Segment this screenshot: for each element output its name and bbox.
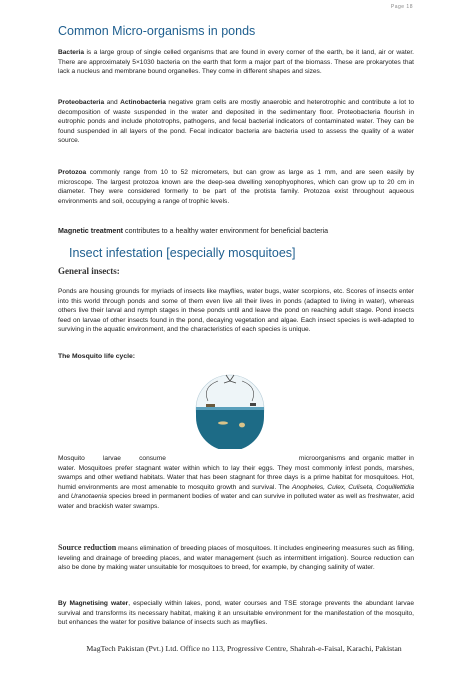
general-insects-heading: General insects: <box>58 266 120 276</box>
magnetising-text: , especially within lakes, pond, water courses and TSE storage prevents the abundant larvae survival and transforms its necessary habitat, making it an unsuitable environment for the manifestation of the mosquito, but enhances the water for positive balance of insects such as mayflies. <box>58 600 414 627</box>
proteobacteria-text: negative gram cells are mostly anaerobic and heterotrophic and contribute a lot to decomposition of waste suspended in the water and deposited in the sedimentary floor. Proteobacteria flourish in eutrophic ponds and include phototrophs, pathogens, and fecal bacterial indicators of contaminated water. They can be found suspended in all layers of the pond. Fecal indicator bacteria are bacteria used to assess the quality of a water source. <box>58 99 414 145</box>
water-surface <box>196 407 264 410</box>
mosquito-text-2: species breed in permanent bodies of water and can survive in polluted water as well as freshwater, acid water and brackish water swamps. <box>58 493 414 510</box>
source-reduction-paragraph <box>58 543 414 573</box>
mosquito-paragraph <box>58 454 414 512</box>
actinobacteria-term: Actinobacteria <box>120 99 166 106</box>
bacteria-text: is a large group of single celled organisms that are found in every corner of the earth, be it land, air or water. There are approximately 5×1030 bacteria on the earth that form a major part of the biomass. These are prokaryotes that lack a nucleus and membrane bound organelles. They come in different shapes and sizes. <box>58 49 414 76</box>
page-number: Page 18 <box>390 4 413 10</box>
conjunction: and <box>58 493 71 501</box>
water-area <box>196 409 264 449</box>
protozoa-paragraph <box>58 168 414 206</box>
source-reduction-text: means elimination of breeding places of mosquitoes. It includes engineering measures such as filling, leveling and drainage of breeding places, and water management (such as intermittent irrigation). Source reduction can also be done by making water unsuitable for mosquitoes to breed, for example, by changing salinity of water. <box>58 545 415 572</box>
protozoa-text: commonly range from 10 to 52 micrometers, but can grow as large as 1 mm, and are seen easily by microscope. The largest protozoa known are the deep-sea dwelling xenophyophores, which can grow up to 20 cm in diameter. They were considered formerly to be part of the protista family. Protozoa exist throughout aqueous environments and soil, occupying a range of trophic levels. <box>58 169 414 205</box>
magnetising-term: Magnetising water <box>69 600 129 607</box>
conjunction: and <box>104 99 121 106</box>
adult-icon <box>250 403 256 406</box>
magnetic-treatment-line <box>58 227 328 237</box>
magnetic-treatment-term: Magnetic treatment <box>58 227 124 235</box>
protozoa-term: Protozoa <box>58 169 87 176</box>
egg-raft-icon <box>206 404 215 407</box>
mosquito-lifecycle-diagram <box>178 365 282 449</box>
section-title: Common Micro-organisms in ponds <box>58 24 256 38</box>
mosquito-text-1: Mosquitoes prefer stagnant water within which to lay their eggs. They most commonly infest ponds, marshes, swamps and other wetland habitats. Water that has been stagnant for three days is a prime habitat for mosquitoes. Hot, humid environments are most amenable to mosquito growth and survival. The <box>58 464 414 491</box>
lifecycle-label: The Mosquito life cycle: <box>58 353 136 360</box>
general-insects-paragraph: Ponds are housing grounds for myriads of insects like mayflies, water bugs, water scorpions, etc. Scores of insects enter into this world through ponds and some of them even live all their lives in ponds (adapted to living in water), whereas others live their larval and nymph stages in these ponds until and leave the pond on reaching adult stage. Pond insects feed on larvae of other insects found in the pond, decaying vegetation and algae. Each insect species is well-adapted to surviving in the aquatic environment, and the characteristics of each species is unique. <box>58 288 414 334</box>
source-reduction-term: Source reduction <box>58 543 117 552</box>
larva-icon <box>218 421 228 424</box>
magnetic-treatment-text: contributes to a healthy water environment for beneficial bacteria <box>123 227 329 235</box>
proteobacteria-term: Proteobacteria <box>58 99 105 106</box>
insect-heading: Insect infestation [especially mosquitoes] <box>69 246 296 260</box>
mosquito-word: Mosquito <box>58 455 85 462</box>
mosquito-line-end: microorganisms and organic matter in water. <box>58 455 414 472</box>
footer-address: MagTech Pakistan (Pvt.) Ltd. Office no 113, Progressive Centre, Shahrah-e-Faisal, Karachi, Pakistan <box>86 644 402 653</box>
magnetising-paragraph <box>58 599 414 628</box>
species-uranotaenia: Uranotaenia <box>70 493 107 501</box>
consume-word: consume <box>139 455 166 462</box>
pupa-icon <box>239 423 245 428</box>
bacteria-paragraph <box>58 48 414 77</box>
larvae-word: larvae <box>102 455 121 462</box>
species-list: Anopheles, Culex, Culiseta, Coquillettidia <box>292 483 414 491</box>
by-word: By <box>58 600 70 607</box>
proteobacteria-paragraph <box>58 98 414 146</box>
bacteria-term: Bacteria <box>58 49 85 56</box>
